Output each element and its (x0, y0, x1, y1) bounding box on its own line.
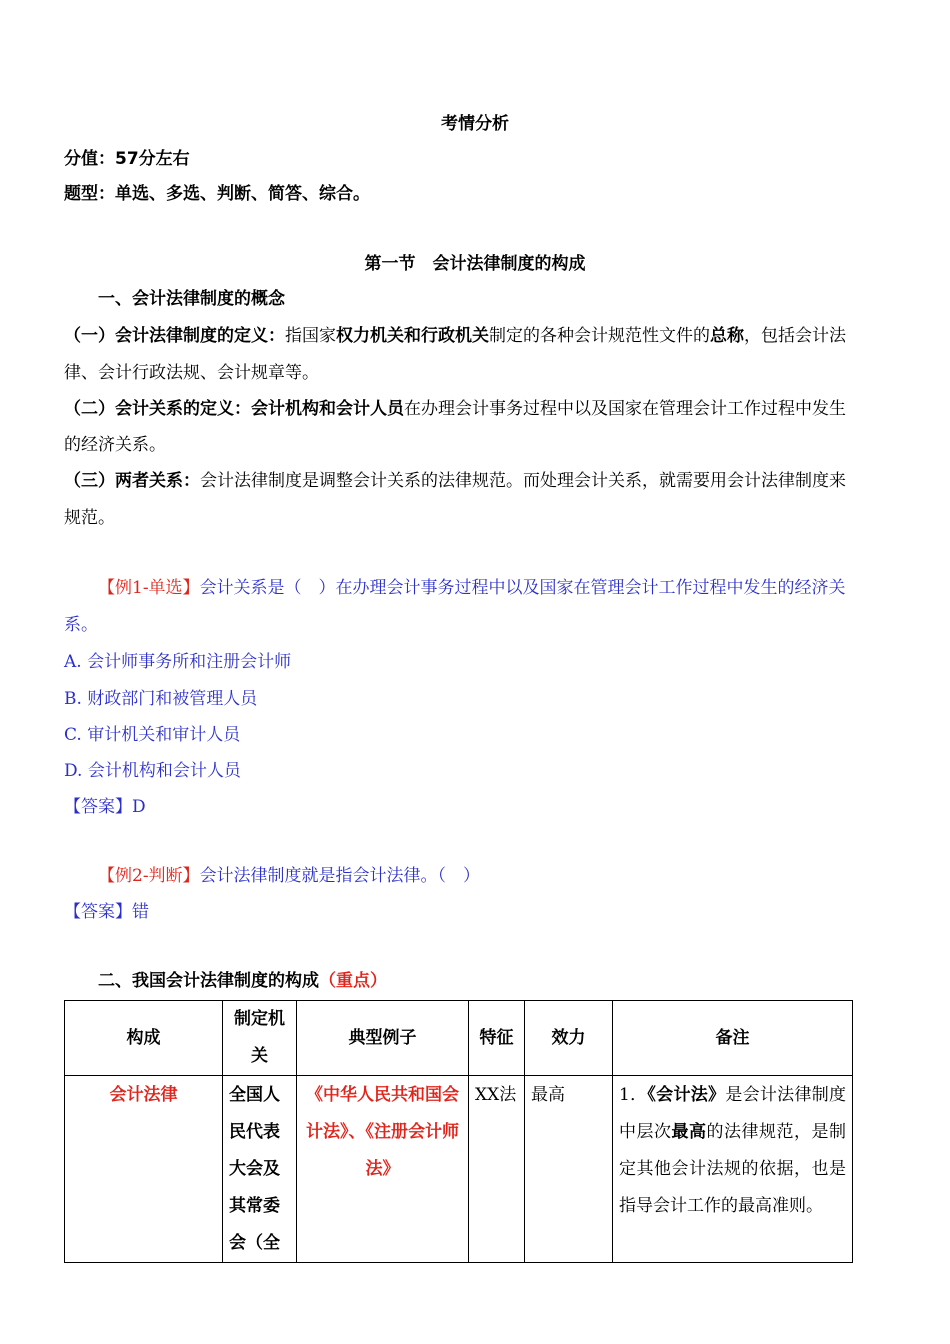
paragraph-both-cont: 规范。 (64, 508, 115, 528)
header-cell: 备注 (613, 1001, 853, 1076)
key-point-mark: （重点） (319, 971, 387, 991)
subsection-heading: 一、会计法律制度的概念 (98, 289, 285, 309)
question-type-line (64, 183, 370, 205)
page-title: 考情分析 (441, 114, 509, 134)
paragraph-relationship (64, 398, 846, 420)
cell-example: 《中华人民共和国会计法》、《注册会计师法》 (297, 1076, 469, 1263)
question-text: 会计关系是（ ）在办理会计事务过程中以及国家在管理会计工作过程中发生的经济关 (199, 578, 846, 598)
emphasis: 最高 (671, 1122, 707, 1142)
header-cell: 典型例子 (297, 1001, 469, 1076)
example1-question (98, 577, 846, 599)
emphasis: 权力机关和行政机关 (336, 326, 489, 346)
type-label: 题型： (64, 184, 115, 204)
composition-table (64, 1000, 853, 1263)
section2-heading (98, 970, 387, 992)
both-label: （三）两者关系： (64, 471, 200, 491)
text: 的法律规范，是制定其他会计法规的依据，也是指导会计工作的最高准则。 (619, 1122, 846, 1216)
example-tag: 【例2-判断】 (98, 866, 200, 886)
example-tag: 【例1-单选】 (98, 578, 200, 598)
text: 会计法律制度是调整会计关系的法律规范。而处理会计关系，就需要用会计法律制度来 (200, 471, 846, 491)
table-header-row (65, 1001, 853, 1076)
cell-feature: XX法 (469, 1076, 525, 1263)
type-value: 单选、多选、判断、简答、综合。 (115, 184, 370, 204)
text: ，包括会计法 (744, 326, 846, 346)
answer-value: D (132, 797, 146, 817)
table-row (65, 1076, 853, 1263)
text: 指国家 (285, 326, 336, 346)
emphasis: 总称 (710, 326, 744, 346)
definition-label: （一）会计法律制度的定义： (64, 326, 285, 346)
answer-tag: 【答案】 (64, 902, 132, 922)
emphasis: 《会计法》 (647, 1085, 726, 1105)
text: 在办理会计事务过程中以及国家在管理会计工作过程中发生 (404, 399, 846, 419)
score-value: 57分左右 (115, 149, 190, 169)
score-label: 分值： (64, 149, 115, 169)
option-c: C. 审计机关和审计人员 (64, 725, 241, 745)
answer-tag: 【答案】 (64, 797, 132, 817)
option-a: A. 会计师事务所和注册会计师 (64, 652, 292, 672)
heading-text: 二、我国会计法律制度的构成 (98, 971, 319, 991)
relationship-label: （二）会计关系的定义： (64, 399, 251, 419)
emphasis: 会计机构和会计人员 (251, 399, 404, 419)
answer-value: 错 (132, 902, 149, 922)
example2-answer (64, 901, 149, 923)
header-cell: 构成 (65, 1001, 223, 1076)
example1-answer (64, 796, 146, 818)
cell-authority: 全国人民代表大会及其常委会（全 (223, 1076, 297, 1263)
paragraph-definition (64, 325, 846, 347)
header-cell: 特征 (469, 1001, 525, 1076)
option-b: B. 财政部门和被管理人员 (64, 689, 258, 709)
example1-question-cont: 系。 (64, 615, 98, 635)
text: 制定的各种会计规范性文件的 (489, 326, 710, 346)
option-d: D. 会计机构和会计人员 (64, 761, 241, 781)
header-cell: 效力 (525, 1001, 613, 1076)
paragraph-relationship-cont: 的经济关系。 (64, 435, 166, 455)
cell-remark (613, 1076, 853, 1263)
header-cell: 制定机关 (223, 1001, 297, 1076)
paragraph-both (64, 470, 846, 492)
cell-composition: 会计法律 (65, 1076, 223, 1263)
score-line (64, 148, 190, 170)
section-title: 第一节 会计法律制度的构成 (364, 254, 586, 274)
cell-effect: 最高 (525, 1076, 613, 1263)
example2-question (98, 865, 480, 887)
question-text: 会计法律制度就是指会计法律。（ ） (199, 866, 481, 886)
paragraph-definition-cont: 律、会计行政法规、会计规章等。 (64, 363, 319, 383)
text: 是会计法律制度中层次 (619, 1085, 847, 1142)
text: 1． (619, 1085, 648, 1105)
